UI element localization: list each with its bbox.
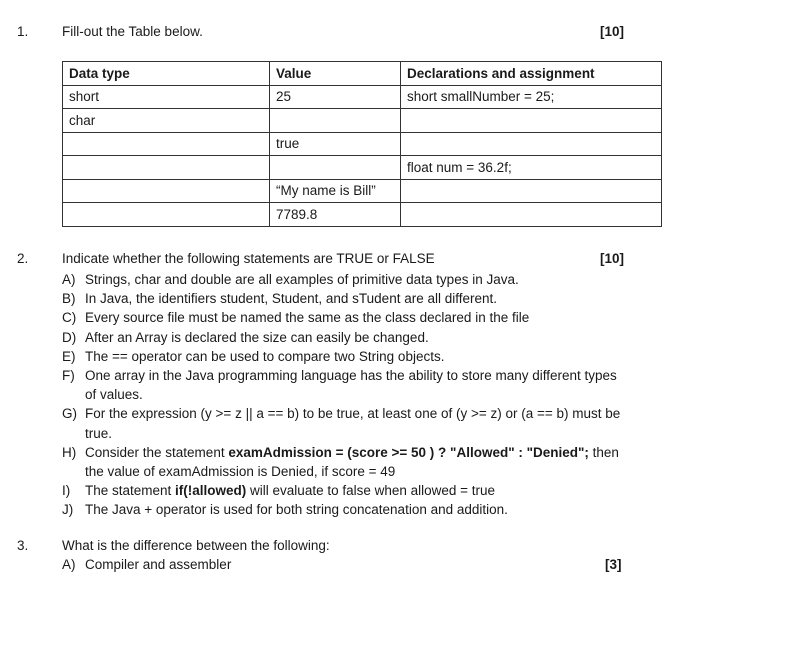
statement-code: examAdmission = (score >= 50 ) ? "Allowed" : "Denied"; [228, 444, 589, 460]
statement-text: Strings, char and double are all examples of primitive data types in Java. [85, 272, 519, 287]
question-1-number: 1. [17, 24, 29, 39]
table-cell: 25 [270, 85, 401, 109]
statement-letter: G) [62, 406, 77, 422]
statement-text-line1: One array in the Java programming language has the ability to store many different types [85, 368, 617, 384]
table-cell: 7789.8 [270, 203, 401, 227]
table-cell [63, 132, 270, 156]
table-cell [63, 156, 270, 180]
question-3-instruction: What is the difference between the following: [62, 538, 330, 553]
question-3-number: 3. [17, 538, 29, 553]
table-cell [401, 132, 662, 156]
statement-letter: E) [62, 348, 76, 364]
table-header-row [63, 62, 662, 86]
statement-letter: I) [62, 483, 71, 499]
statement-letter: B) [62, 291, 76, 307]
statement-letter: J) [62, 502, 74, 518]
statement-text-line2: true. [85, 425, 113, 441]
statement-code: if(!allowed) [175, 483, 247, 499]
statement-a [62, 270, 665, 289]
table-cell [270, 156, 401, 180]
statement-text-line2: the value of examAdmission is Denied, if score = 49 [85, 464, 396, 480]
question-1-instruction: Fill-out the Table below. [62, 24, 203, 39]
table-cell: short [63, 85, 270, 109]
statement-letter: H) [62, 444, 77, 460]
table-cell [63, 179, 270, 203]
statement-i [62, 481, 665, 500]
statement-letter: F) [62, 368, 75, 384]
statement-text: After an Array is declared the size can easily be changed. [85, 329, 429, 345]
data-type-table [62, 61, 662, 227]
table-cell [401, 179, 662, 203]
question-3-sub-text: Compiler and assembler [85, 557, 232, 572]
table-row [63, 179, 662, 203]
question-2-marks: [10] [600, 251, 625, 266]
statement-post-text: then [588, 444, 619, 460]
table-row [63, 109, 662, 133]
header-value: Value [270, 62, 401, 86]
table-cell [270, 109, 401, 133]
statement-pre-text: The statement [85, 483, 176, 499]
statement-text-line1 [85, 443, 665, 462]
question-2-number: 2. [17, 251, 29, 266]
table-cell: char [63, 109, 270, 133]
question-3-marks: [3] [605, 557, 622, 572]
statement-pre-text: Consider the statement [85, 444, 229, 460]
statement-letter: C) [62, 310, 77, 326]
statement-text: Every source file must be named the same as the class declared in the file [85, 310, 530, 326]
statement-text-line2: of values. [85, 387, 143, 403]
statement-c [62, 308, 665, 327]
table-cell: short smallNumber = 25; [401, 85, 662, 109]
statement-e [62, 347, 665, 366]
table-cell: float num = 36.2f; [401, 156, 662, 180]
question-3-sub-letter: A) [62, 557, 76, 572]
statement-letter: A) [62, 272, 76, 287]
statement-b [62, 289, 665, 308]
statement-post-text: will evaluate to false when allowed = true [246, 483, 496, 499]
statement-f [62, 366, 665, 404]
statement-h [62, 443, 665, 481]
question-2-instruction: Indicate whether the following statements are TRUE or FALSE [62, 251, 435, 266]
statement-d [62, 328, 665, 347]
statement-text: The Java + operator is used for both string concatenation and addition. [85, 502, 508, 518]
statement-list [62, 270, 665, 520]
table-row [63, 156, 662, 180]
statement-j [62, 500, 665, 519]
statement-g [62, 404, 665, 442]
table-row [63, 85, 662, 109]
statement-text: The == operator can be used to compare two String objects. [85, 348, 445, 364]
table-cell: “My name is Bill” [270, 179, 401, 203]
table-row [63, 132, 662, 156]
question-1-marks: [10] [600, 24, 625, 39]
table-cell [401, 203, 662, 227]
table-row [63, 203, 662, 227]
statement-letter: D) [62, 329, 77, 345]
table-cell: true [270, 132, 401, 156]
statement-text-line1: For the expression (y >= z || a == b) to be true, at least one of (y >= z) or (a == b) must be [85, 406, 621, 422]
header-declarations: Declarations and assignment [401, 62, 662, 86]
header-data-type: Data type [63, 62, 270, 86]
statement-text: In Java, the identifiers student, Student, and sTudent are all different. [85, 291, 498, 307]
table-cell [63, 203, 270, 227]
statement-text [85, 481, 665, 500]
table-cell [401, 109, 662, 133]
